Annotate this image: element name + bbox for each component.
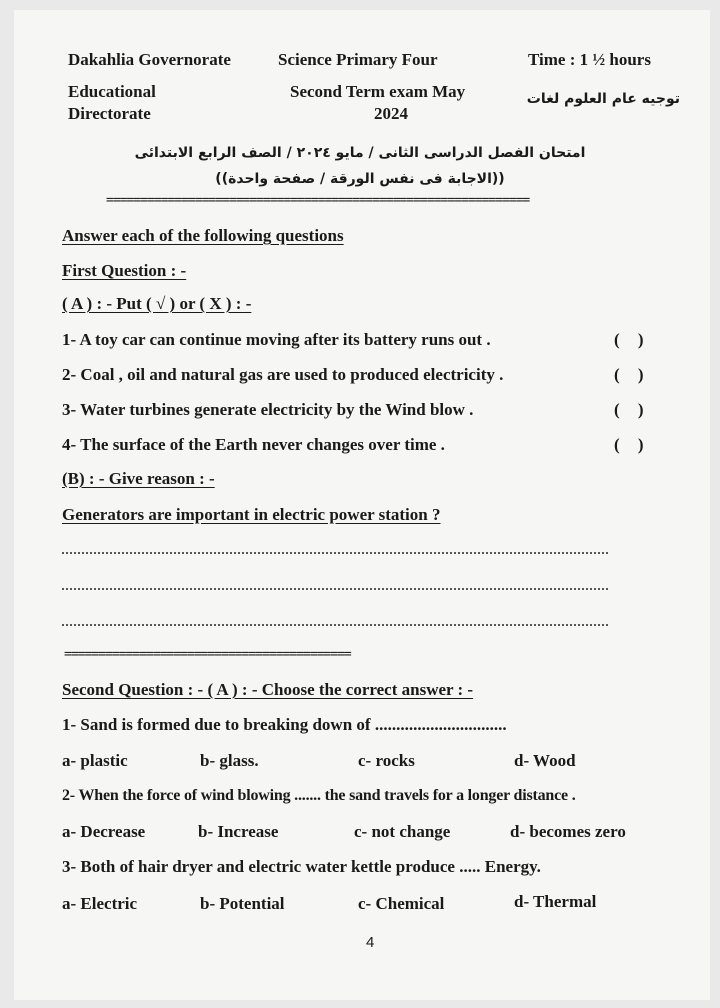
mcq-3-option-d[interactable]: d- Thermal — [514, 892, 597, 911]
mcq-item-2: 2- When the force of wind blowing ....... the sand travels for a longer distance . — [62, 787, 576, 804]
tf-answer-box-1[interactable]: ( ) — [614, 330, 644, 349]
tf-item-2: 2- Coal , oil and natural gas are used to produced electricity . — [62, 365, 504, 384]
instructions: Answer each of the following questions — [62, 226, 344, 245]
arabic-exam-subtitle: ((الاجابة فى نفس الورقة / صفحة واحدة)) — [215, 171, 505, 187]
mcq-1-option-b[interactable]: b- glass. — [200, 751, 259, 770]
time-label: Time : 1 ½ hours — [528, 50, 651, 69]
tf-item-1: 1- A toy car can continue moving after its battery runs out . — [62, 330, 491, 349]
mcq-2-option-b[interactable]: b- Increase — [198, 822, 279, 841]
page-number: 4 — [366, 934, 375, 951]
mcq-1-option-a[interactable]: a- plastic — [62, 751, 128, 770]
mcq-2-option-d[interactable]: d- becomes zero — [510, 822, 626, 841]
mcq-3-option-b[interactable]: b- Potential — [200, 894, 285, 913]
section-separator: ========================================== — [64, 647, 351, 662]
exam-year-label: 2024 — [374, 104, 408, 123]
first-question-title: First Question : - — [62, 261, 187, 280]
directorate-label-line2: Directorate — [68, 104, 151, 123]
answer-line-1[interactable] — [62, 552, 608, 554]
subject-label: Science Primary Four — [278, 50, 438, 69]
tf-item-3: 3- Water turbines generate electricity by the Wind blow . — [62, 400, 474, 419]
tf-answer-box-4[interactable]: ( ) — [614, 435, 644, 454]
answer-line-2[interactable] — [62, 588, 608, 590]
tf-answer-box-3[interactable]: ( ) — [614, 400, 644, 419]
mcq-item-1: 1- Sand is formed due to breaking down of ............................... — [62, 715, 507, 734]
tf-item-4: 4- The surface of the Earth never changes over time . — [62, 435, 445, 454]
second-question-title: Second Question : - ( A ) : - Choose the correct answer : - — [62, 680, 474, 699]
header-separator: ============================================================== — [106, 193, 530, 208]
mcq-3-option-a[interactable]: a- Electric — [62, 894, 138, 913]
mcq-item-3: 3- Both of hair dryer and electric water kettle produce ..... Energy. — [62, 857, 541, 876]
mcq-2-option-c[interactable]: c- not change — [354, 822, 451, 841]
part-b-question: Generators are important in electric power station ? — [62, 505, 441, 524]
mcq-1-option-d[interactable]: d- Wood — [514, 751, 576, 770]
mcq-2-option-a[interactable]: a- Decrease — [62, 822, 146, 841]
governorate-label: Dakahlia Governorate — [68, 50, 231, 69]
mcq-3-option-c[interactable]: c- Chemical — [358, 894, 445, 913]
mcq-1-option-c[interactable]: c- rocks — [358, 751, 415, 770]
tf-answer-box-2[interactable]: ( ) — [614, 365, 644, 384]
part-a-title: ( A ) : - Put ( √ ) or ( X ) : - — [62, 294, 252, 313]
directorate-label-line1: Educational — [68, 82, 156, 101]
answer-line-3[interactable] — [62, 624, 608, 626]
part-b-title: (B) : - Give reason : - — [62, 469, 215, 488]
arabic-department-label: توجيه عام العلوم لغات — [526, 91, 680, 107]
exam-term-label: Second Term exam May — [290, 82, 466, 101]
arabic-exam-title: امتحان الفصل الدراسى الثانى / مايو ٢٠٢٤ / الصف الرابع الابتدائى — [134, 145, 586, 161]
